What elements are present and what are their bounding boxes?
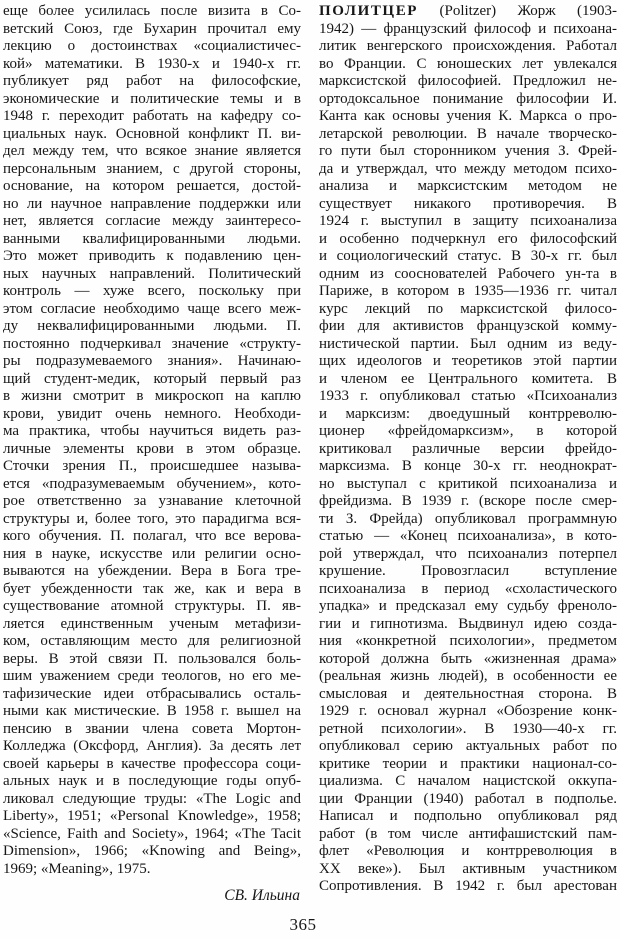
text-columns — [3, 3, 617, 905]
text-line: 1929 г. основал журнал «Обозрение конк- — [319, 703, 617, 719]
text-line: еще более усилилась после визита в Со- — [3, 3, 301, 19]
text-line: экономические и политические темы и в — [3, 90, 301, 107]
text-line: ется «подразумеваемым обучением», кото- — [3, 475, 301, 492]
text-line: Написал и подпольно опубликовал ряд — [319, 808, 617, 824]
text-line: ционер «фрейдомарксизм», в которой — [319, 423, 617, 439]
text-line: существование атомной структуры. П. яв- — [3, 598, 301, 614]
text-line: лекцию о достоинствах «социалистичес- — [3, 38, 301, 54]
text-line: ком, оставляющим место для религиозной — [3, 633, 301, 649]
text-line: дел между тем, что всякое знание является — [3, 143, 301, 159]
text-line: фии для активистов французской комму- — [319, 318, 617, 334]
text-line: статью — «Конец психоанализа», в кото- — [319, 528, 617, 544]
text-line: XX веке»). Был активным участником — [319, 860, 617, 877]
text-line: щих идеологов и теоретиков этой партии — [319, 353, 617, 369]
text-line: ду неквалифицированными людьми. П. — [3, 318, 301, 334]
text-line: литик венгерского происхождения. Работал — [319, 38, 617, 54]
text-line: пенсию в звании члена совета Мортон- — [3, 720, 301, 737]
text-line: упадка» и предсказал ему судьбу френоло- — [319, 598, 617, 614]
text-line: Сточки зрения П., происшедшее называ- — [3, 458, 301, 474]
text-line: «Science, Faith and Society», 1964; «The Tacit — [3, 825, 301, 842]
text-line: кой» математики. В 1930-х и 1940-х гг. — [3, 55, 301, 72]
text-line: 1924 г. выступил в защиту психоанализа — [319, 213, 617, 229]
text-line: тафизические идеи отбрасывались осталь- — [3, 685, 301, 702]
text-line: нет, является согласие между заинтересо- — [3, 213, 301, 229]
text-line: ветский Союз, где Бухарин прочитал ему — [3, 20, 301, 37]
text-line: кого обучения. П. полагал, что все верова- — [3, 528, 301, 544]
text-line: веры. В этой связи П. пользовался боль- — [3, 650, 301, 667]
text-line: летарской революции. В начале творческо- — [319, 125, 617, 142]
text-line: ретной психологии». В 1930—40-х гг. — [319, 720, 617, 737]
text-line: альных наук и в последующие годы опуб- — [3, 773, 301, 789]
text-line: критике теории и практики национал-со- — [319, 755, 617, 772]
text-line: нистической партии. Был одним из веду- — [319, 335, 617, 352]
text-line: марксистской философией. Предложил не- — [319, 73, 617, 89]
text-line: но выступал с критикой психоанализа и — [319, 475, 617, 492]
text-line: анализа и марксистским методом не — [319, 178, 617, 194]
text-line: работ (в том числе антифашистский пам- — [319, 825, 617, 842]
text-line: постоянно подчеркивал значение «структу- — [3, 335, 301, 352]
text-line: марксизма. В конце 30-х гг. неоднократ- — [319, 458, 617, 474]
text-line: ти З. Фрейда) опубликовал программную — [319, 510, 617, 527]
text-line: одним из сооснователей Рабочего ун-та в — [319, 265, 617, 282]
left-column-last-line: 1969; «Meaning», 1975. — [3, 860, 151, 877]
text-line: 1942) — французский философ и психоана- — [319, 20, 617, 37]
page-number: 365 — [289, 915, 317, 934]
text-line: да и утверждал, что между методом психо- — [319, 160, 617, 177]
text-line: щий студент-медик, который первый раз — [3, 370, 301, 387]
text-line: шим уважением среди теологов, но его ме- — [3, 668, 301, 684]
text-line: ными как мистические. В 1958 г. вышел на — [3, 703, 301, 719]
text-line: рое ответственно за узнавание клеточной — [3, 493, 301, 509]
text-line: смысловая и деятельностная сторона. В — [319, 685, 617, 702]
text-line: циальных наук. Основной конфликт П. ви- — [3, 125, 301, 142]
text-line: фрейдизма. В 1939 г. (вскоре после смер- — [319, 493, 617, 509]
text-line: Канта как основы учения К. Маркса о про- — [319, 108, 617, 124]
text-line: личные элементы крови в этом образце. — [3, 440, 301, 457]
text-line: существует никакого противоречия. В — [319, 195, 617, 212]
text-line: вываются на убеждении. Вера в Бога тре- — [3, 563, 301, 579]
text-line: рой утверждал, что психоанализ потерпел — [319, 545, 617, 562]
text-line: го пути был сторонником учения З. Фрей- — [319, 143, 617, 159]
text-line: бует убежденности так же, как и вера в — [3, 580, 301, 597]
text-line: гии и гипнотизма. Выдвинул идею созда- — [319, 615, 617, 632]
entry-headword: ПОЛИТЦЕР — [319, 3, 419, 19]
text-line: Dimension», 1966; «Knowing and Being», — [3, 843, 301, 859]
text-line: своей карьеры в качестве профессора соци- — [3, 755, 301, 772]
text-line: Париже, в котором в 1935—1936 гг. читал — [319, 283, 617, 299]
text-line: крови, увидит очень немного. Необходи- — [3, 405, 301, 422]
text-line: и социологический статус. В 30-х гг. был — [319, 248, 617, 264]
text-line: (реальная жизнь людей), в особенности ее — [319, 668, 617, 684]
text-line: ванными квалифицированными людьми. — [3, 230, 301, 247]
right-column-text — [319, 21, 617, 896]
right-column — [319, 3, 617, 905]
text-line: во Франции. С юношеских лет увлекался — [319, 55, 617, 72]
text-line: ры подразумеваемого знания». Начинаю- — [3, 353, 301, 369]
text-line: и особенно подчеркнул его философский — [319, 230, 617, 247]
text-line: но ли научное направление поддержки или — [3, 195, 301, 212]
text-line: ных научных направлений. Политический — [3, 265, 301, 282]
author-signature: СВ. Ильина — [224, 887, 300, 904]
left-column-text — [3, 3, 301, 861]
text-line: ния «конкретной психологии», предметом — [319, 633, 617, 649]
entry-first-line — [319, 3, 617, 21]
entry-first-line-rest: (Politzer) Жорж (1903- — [418, 3, 617, 19]
text-line: Liberty», 1951; «Personal Knowledge», 1958; — [3, 808, 301, 824]
text-line: основание, на котором решается, достой- — [3, 178, 301, 194]
text-line: ния в науке, искусстве или религии осно- — [3, 545, 301, 562]
text-line: 1948 г. переходит работать на кафедру со- — [3, 108, 301, 124]
text-line: и марксизм: двоедушный контрреволю- — [319, 405, 617, 422]
text-line: ортодоксальное понимание философии И. — [319, 90, 617, 107]
text-line: 1933 г. опубликовал статью «Психоанализ — [319, 388, 617, 404]
text-line: и членом ее Центрального комитета. В — [319, 370, 617, 387]
text-line: ма практика, чтобы научиться видеть раз- — [3, 423, 301, 439]
text-line: флет «Революция и контрреволюция в — [319, 843, 617, 859]
text-line: циализма. С началом нацистской оккупа- — [319, 773, 617, 789]
text-line: контроль — хуже всего, поскольку при — [3, 283, 301, 299]
text-line: Колледжа (Оксфорд, Англия). За десять лет — [3, 738, 301, 754]
text-line: опубликовал серию актуальных работ по — [319, 738, 617, 754]
text-line: этом согласие необходимо чаще всего меж- — [3, 300, 301, 317]
text-line: психоанализа в период «схоластического — [319, 580, 617, 597]
text-line: Это может приводить к подавлению цен- — [3, 248, 301, 264]
text-line: публикует ряд работ на философские, — [3, 73, 301, 89]
text-line: Сопротивления. В 1942 г. был арестован — [319, 878, 617, 894]
text-line: ликовал следующие труды: «The Logic and — [3, 790, 301, 807]
text-line: ции Франции (1940) работал в подполье. — [319, 790, 617, 807]
left-column — [3, 3, 301, 905]
text-line: курс лекций по марксистской филосо- — [319, 300, 617, 317]
text-line: крушение. Провозгласил вступление — [319, 563, 617, 579]
text-line: ляется единственным ученым метафизи- — [3, 615, 301, 632]
text-line: в жизни смотрит в микроскоп на каплю — [3, 388, 301, 404]
text-line: структуры и, более того, это парадигма вся- — [3, 510, 301, 527]
text-line: критиковал различные версии фрейдо- — [319, 440, 617, 457]
text-line: которой должна быть «жизненная драма» — [319, 650, 617, 667]
text-line: персональным знанием, с другой стороны, — [3, 160, 301, 177]
